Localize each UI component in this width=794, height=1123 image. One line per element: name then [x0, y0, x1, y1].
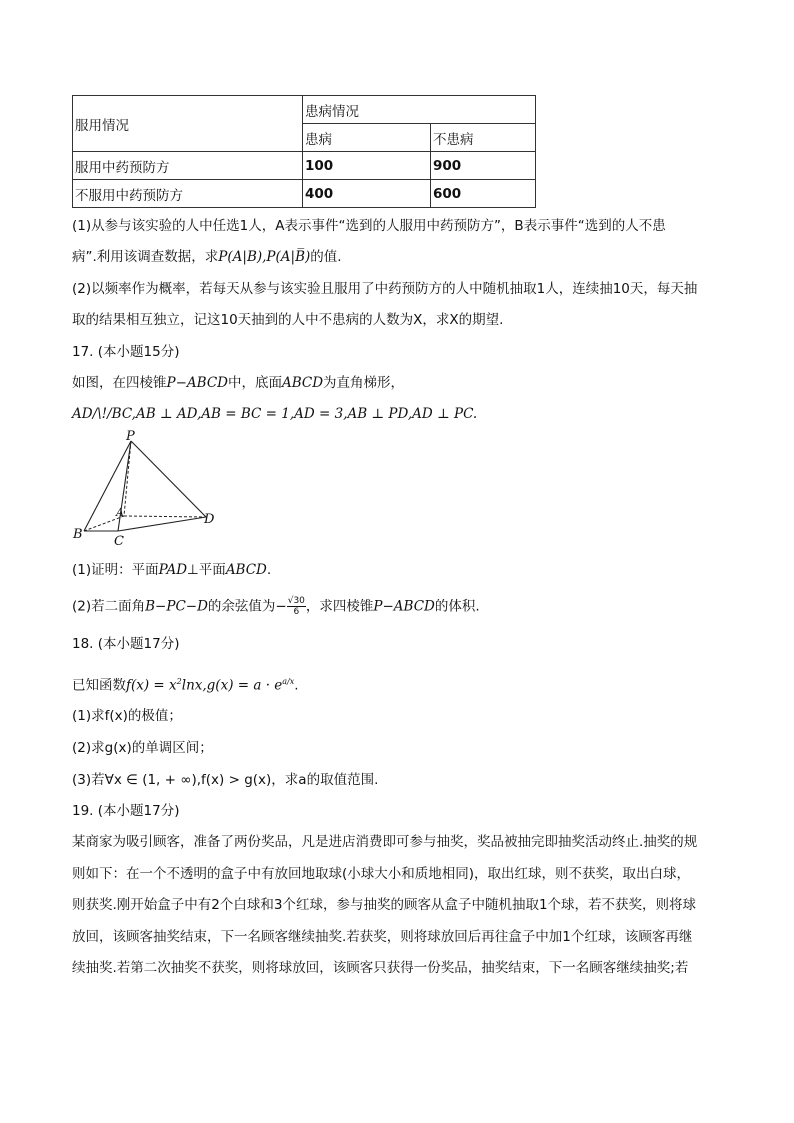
table-corner-header: 服用情况: [73, 96, 303, 152]
cell-value: 400: [303, 180, 431, 208]
vertex-label-B: B: [73, 527, 83, 542]
row-label: 服用中药预防方: [73, 152, 303, 180]
survey-table: [72, 95, 536, 208]
q17-conditions: AD/\!/BC,AB ⊥ AD,AB = BC = 1,AD = 3,AB ⊥ PD,AD ⊥ PC.: [72, 406, 478, 422]
table-col-header: 患病: [303, 124, 431, 152]
q19-text-line: 则获奖.刚开始盒子中有2个白球和3个红球，参与抽奖的顾客从盒子中随机抽取1个球，若不获奖，则将球: [72, 897, 697, 913]
vertex-label-A: A: [116, 506, 124, 519]
edge-PD: [131, 441, 206, 517]
q19-text-line: 放回，该顾客抽奖结束，下一名顾客继续抽奖.若获奖，则将球放回后再往盒子中加1个红球，该顾客再继: [72, 929, 693, 945]
q18-part1: (1)求f(x)的极值；: [72, 708, 182, 724]
q18-part3: (3)若∀x ∈ (1, + ∞),f(x) > g(x)，求a的取值范围.: [72, 772, 379, 788]
q17-header: 17. (本小题15分): [72, 344, 180, 360]
q17-part2: (2)若二面角B−PC−D的余弦值为− $\frac{√30}{6}$ ，求四棱锥P−ABCD的体积.: [72, 596, 480, 617]
q17-part1: (1)证明：平面PAD⊥平面ABCD.: [72, 562, 272, 578]
table-row: [73, 152, 536, 180]
vertex-label-D: D: [204, 512, 215, 527]
q16-part2-line1: (2)以频率作为概率，若每天从参与该实验且服用了中药预防方的人中随机抽取1人，连续抽10天，每天抽: [72, 281, 698, 297]
q18-header: 18. (本小题17分): [72, 636, 180, 652]
q19-text-line: 则如下：在一个不透明的盒子中有放回地取球(小球大小和质地相同)，取出红球，则不获奖，取出白球，: [72, 866, 691, 882]
q16-part1-line2: 病”.利用该调查数据，求P(A|B),P(A|B̅)的值.: [72, 249, 342, 265]
q18-part2: (2)求g(x)的单调区间；: [72, 740, 213, 756]
q17-intro: 如图，在四棱锥P−ABCD中，底面ABCD为直角梯形，: [72, 375, 405, 391]
edge-CD: [118, 517, 206, 531]
vertex-label-C: C: [114, 534, 124, 548]
cell-value: 100: [303, 152, 431, 180]
math-expression: P(A|B),P(A|B̅): [218, 249, 311, 265]
table-row: [73, 180, 536, 208]
q19-text-line: 续抽奖.若第二次抽奖不获奖，则将球放回，该顾客只获得一份奖品，抽奖结束，下一名顾客继续抽奖;若: [72, 960, 689, 976]
cell-value: 900: [431, 152, 536, 180]
q18-intro: 已知函数$f(x) = x^2\ln x,g(x) = a \cdot e^{a/x}$.: [72, 677, 299, 694]
edge-AD: [124, 516, 206, 517]
cell-value: 600: [431, 180, 536, 208]
fraction: $\frac{√30}{6}$: [287, 596, 305, 617]
pyramid-figure: [70, 430, 230, 548]
q19-header: 19. (本小题17分): [72, 803, 180, 819]
table-col-header: 不患病: [431, 124, 536, 152]
q16-part2-line2: 取的结果相互独立，记这10天抽到的人中不患病的人数为X，求X的期望.: [72, 312, 504, 328]
q19-text-line: 某商家为吸引顾客，准备了两份奖品，凡是进店消费即可参与抽奖，奖品被抽完即抽奖活动终止.抽奖的规: [72, 834, 698, 850]
row-label: 不服用中药预防方: [73, 180, 303, 208]
table-group-header: 患病情况: [303, 96, 536, 124]
q16-part1-line1: (1)从参与该实验的人中任选1人，A表示事件“选到的人服用中药预防方”，B表示事件“选到的人不患: [72, 218, 666, 234]
vertex-label-P: P: [126, 430, 135, 444]
